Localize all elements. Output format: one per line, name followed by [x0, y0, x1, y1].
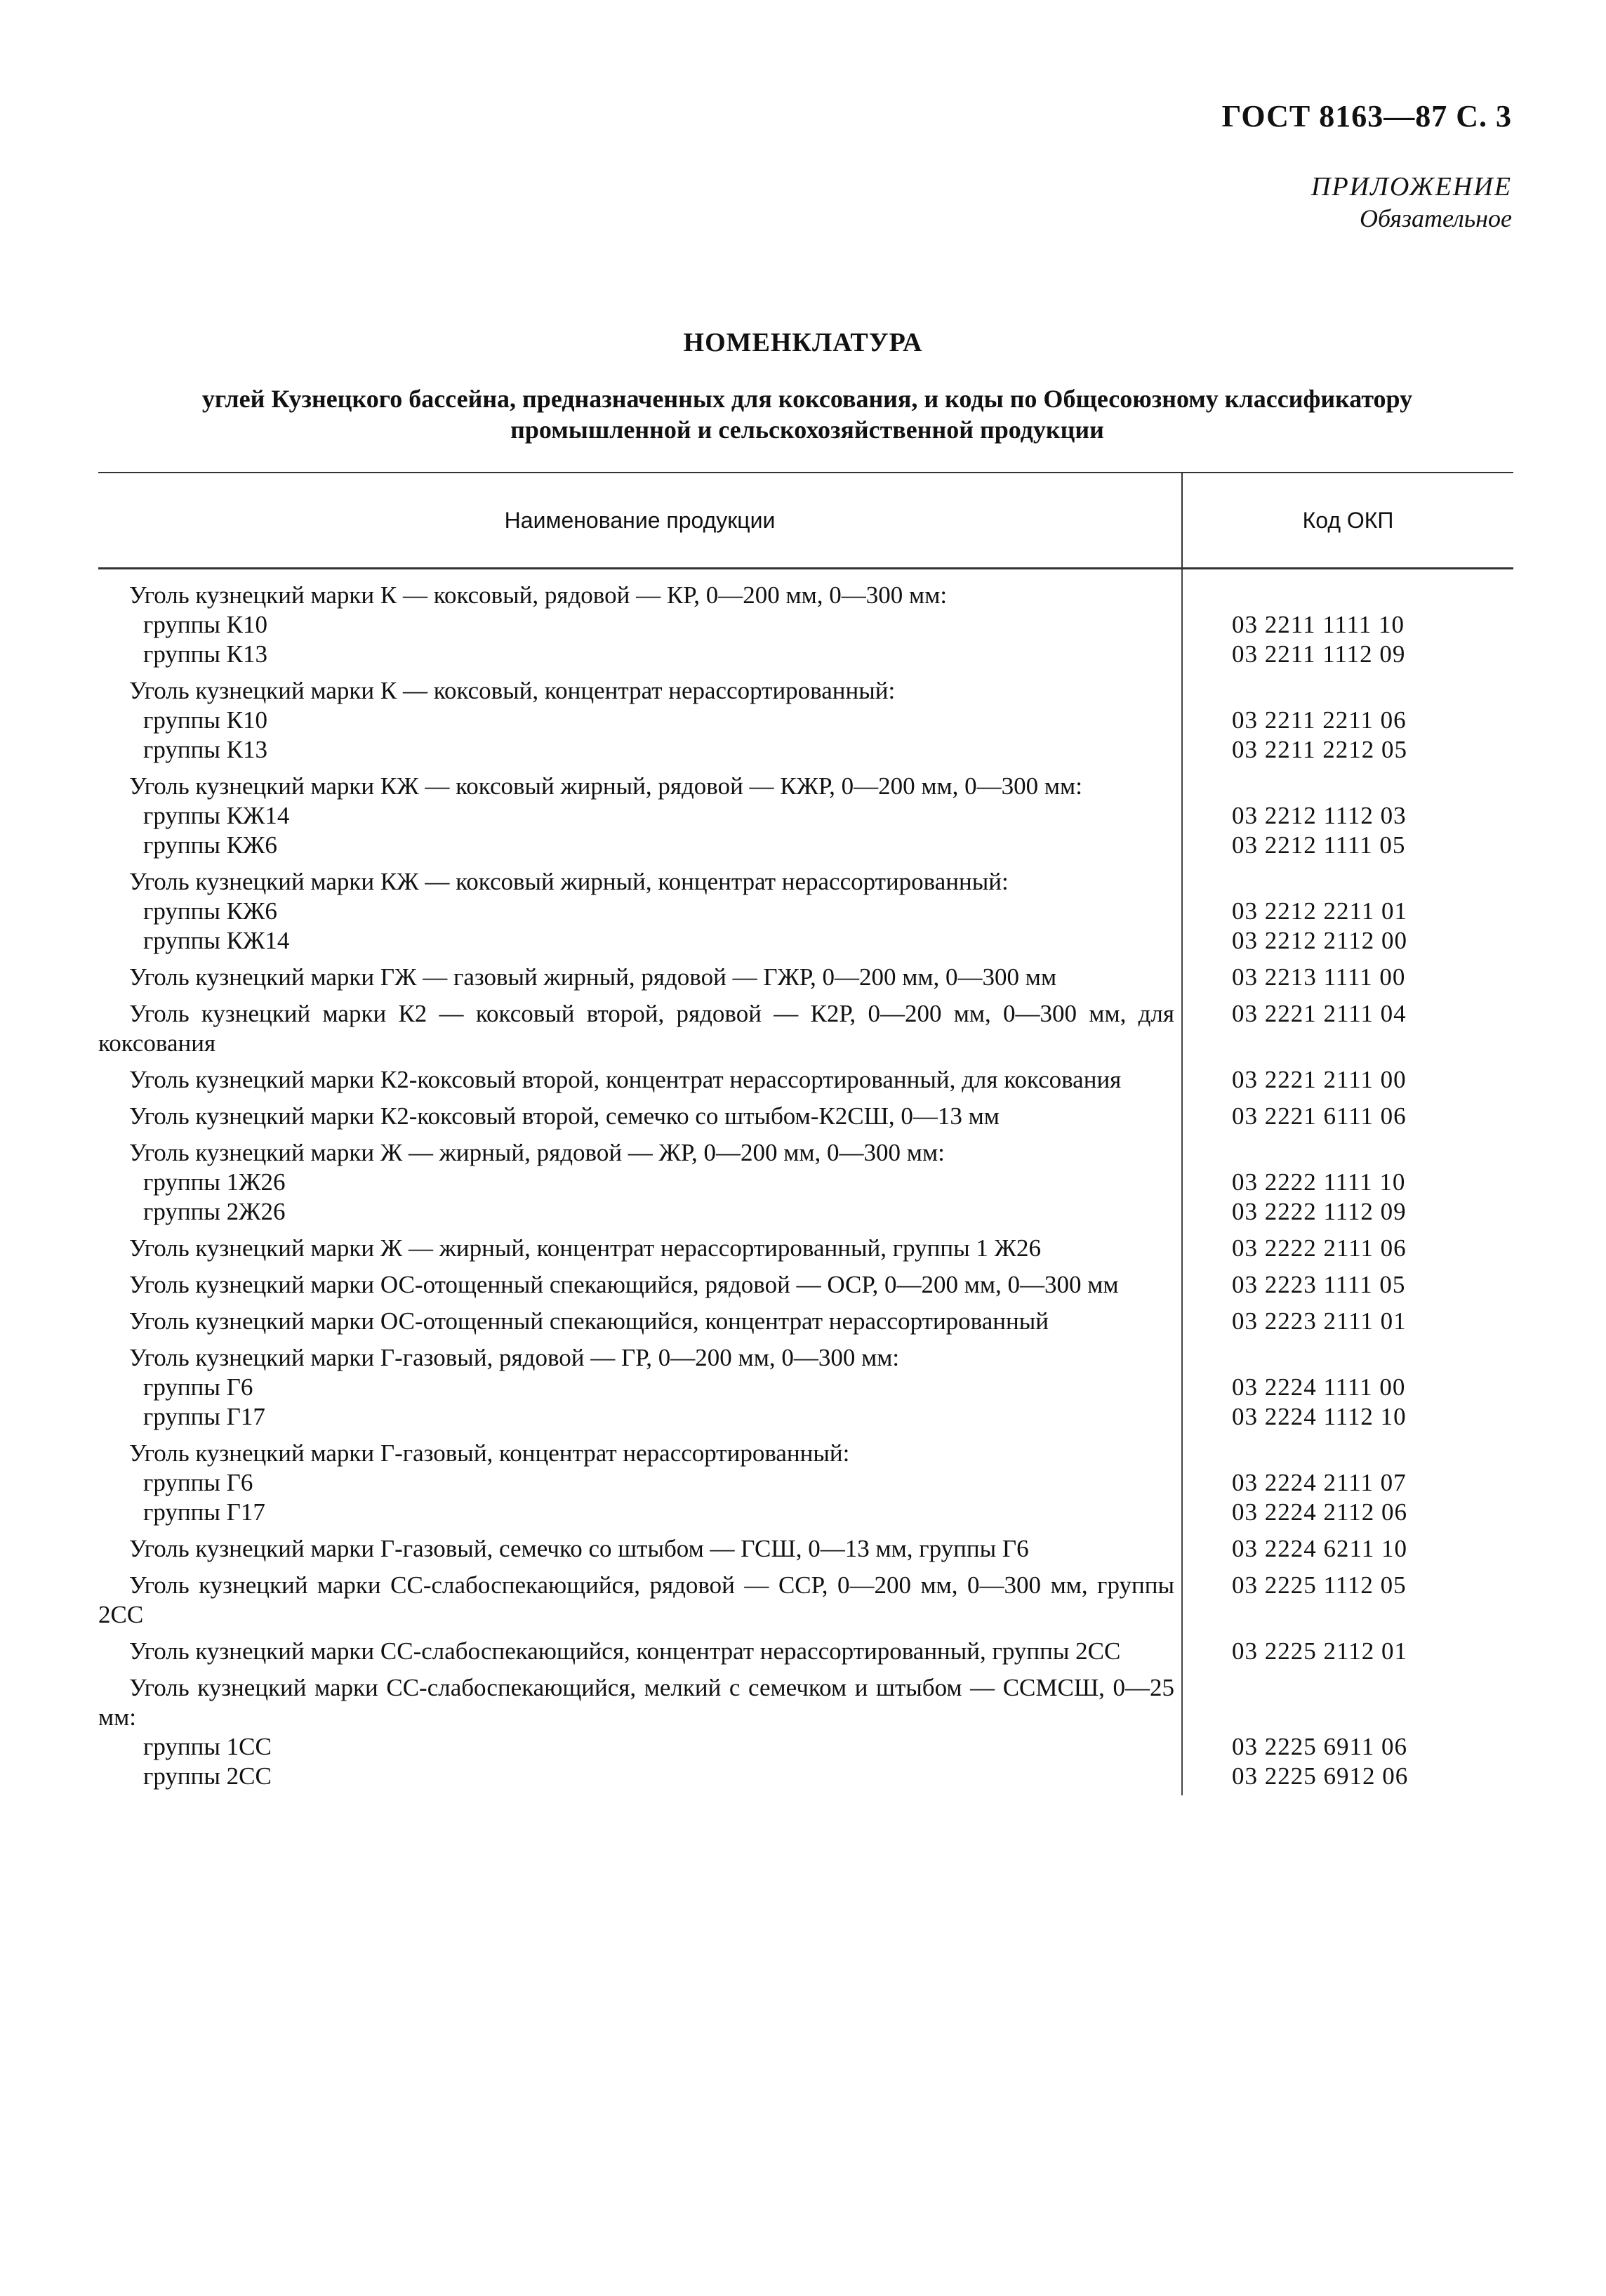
okp-code-cell — [1182, 1336, 1513, 1373]
page-header: ГОСТ 8163—87 С. 3 — [1221, 99, 1512, 133]
table-row — [98, 1402, 1513, 1432]
table-row — [98, 1432, 1513, 1468]
okp-code-cell — [1182, 1131, 1513, 1168]
product-name-cell: Уголь кузнецкий марки СС-слабоспекающийся, концентрат нерассортированный, группы 2СС — [98, 1630, 1182, 1666]
table-row — [98, 860, 1513, 897]
table-row — [98, 1336, 1513, 1373]
product-name-cell: Уголь кузнецкий марки К — коксовый, концентрат нерассортированный: — [98, 669, 1182, 706]
table-row — [98, 1227, 1513, 1263]
group-name-cell: группы КЖ6 — [98, 831, 1182, 860]
okp-code-cell — [1182, 1432, 1513, 1468]
okp-code-cell: 03 2211 1112 09 — [1232, 640, 1406, 668]
table-row — [98, 801, 1513, 831]
okp-code-cell: 03 2225 6912 06 — [1232, 1762, 1409, 1790]
okp-code-cell: 03 2221 2111 00 — [1232, 1066, 1407, 1093]
table-bottom-spacer — [98, 1791, 1513, 1795]
table-row — [98, 735, 1513, 765]
product-name-cell: Уголь кузнецкий марки Г-газовый, рядовой — ГР, 0—200 мм, 0—300 мм: — [98, 1336, 1182, 1373]
table-header-row — [98, 473, 1513, 569]
table-row — [98, 1373, 1513, 1402]
okp-code-cell: 03 2211 1111 10 — [1232, 611, 1405, 638]
product-name-cell: Уголь кузнецкий марки ОС-отощенный спекающийся, концентрат нерассортированный — [98, 1300, 1182, 1336]
product-name-cell: Уголь кузнецкий марки К — коксовый, рядовой — КР, 0—200 мм, 0—300 мм: — [98, 569, 1182, 611]
document-title: НОМЕНКЛАТУРА — [683, 328, 923, 357]
group-name-cell: группы 1СС — [98, 1732, 1182, 1762]
okp-code-cell — [1182, 569, 1513, 611]
okp-code-cell: 03 2223 2111 01 — [1232, 1307, 1407, 1335]
table-row — [98, 1564, 1513, 1630]
okp-code-cell: 03 2212 1111 05 — [1232, 831, 1406, 859]
table-row — [98, 831, 1513, 860]
product-name-cell: Уголь кузнецкий марки КЖ — коксовый жирный, рядовой — КЖР, 0—200 мм, 0—300 мм: — [98, 765, 1182, 801]
table-row — [98, 897, 1513, 926]
product-name-cell: Уголь кузнецкий марки Г-газовый, семечко со штыбом — ГСШ, 0—13 мм, группы Г6 — [98, 1527, 1182, 1564]
group-name-cell: группы Г6 — [98, 1468, 1182, 1498]
table-row — [98, 569, 1513, 611]
okp-code-cell — [1182, 860, 1513, 897]
product-name-cell: Уголь кузнецкий марки К2-коксовый второй, концентрат нерассортированный, для коксования — [98, 1058, 1182, 1095]
product-name-cell: Уголь кузнецкий марки СС-слабоспекающийся, мелкий с семечком и штыбом — ССМСШ, 0—25 мм: — [98, 1666, 1182, 1732]
table-row — [98, 1197, 1513, 1227]
table-row — [98, 926, 1513, 956]
column-header-code: Код ОКП — [1182, 473, 1513, 569]
okp-code-cell: 03 2222 1111 10 — [1232, 1168, 1406, 1196]
okp-code-cell: 03 2224 2112 06 — [1232, 1498, 1407, 1526]
table-row — [98, 640, 1513, 669]
okp-code-cell: 03 2225 1112 05 — [1232, 1571, 1407, 1599]
table-row — [98, 1732, 1513, 1762]
okp-code-cell — [1182, 669, 1513, 706]
product-name-cell: Уголь кузнецкий марки К2 — коксовый второй, рядовой — К2Р, 0—200 мм, 0—300 мм, для коксования — [98, 992, 1182, 1058]
table-row — [98, 706, 1513, 735]
table-body — [98, 569, 1513, 1796]
table-row — [98, 1666, 1513, 1732]
appendix-label — [1311, 171, 1512, 233]
group-name-cell: группы 2Ж26 — [98, 1197, 1182, 1227]
table-row — [98, 610, 1513, 640]
table-row — [98, 956, 1513, 992]
group-name-cell: группы 1Ж26 — [98, 1168, 1182, 1197]
group-name-cell: группы КЖ14 — [98, 801, 1182, 831]
okp-code-cell: 03 2212 2211 01 — [1232, 897, 1407, 925]
group-name-cell: группы КЖ14 — [98, 926, 1182, 956]
group-name-cell: группы Г17 — [98, 1498, 1182, 1527]
product-name-cell: Уголь кузнецкий марки СС-слабоспекающийся, рядовой — ССР, 0—200 мм, 0—300 мм, группы 2СС — [98, 1564, 1182, 1630]
okp-code-cell: 03 2224 6211 10 — [1232, 1535, 1407, 1562]
okp-code-cell: 03 2224 2111 07 — [1232, 1469, 1407, 1496]
table-row — [98, 1498, 1513, 1527]
table-row — [98, 1527, 1513, 1564]
group-name-cell: группы КЖ6 — [98, 897, 1182, 926]
appendix-subtitle: Обязательное — [1360, 204, 1512, 232]
table-row — [98, 1468, 1513, 1498]
product-name-cell: Уголь кузнецкий марки КЖ — коксовый жирный, концентрат нерассортированный: — [98, 860, 1182, 897]
product-name-cell: Уголь кузнецкий марки К2-коксовый второй, семечко со штыбом-К2СШ, 0—13 мм — [98, 1095, 1182, 1131]
product-name-cell: Уголь кузнецкий марки Ж — жирный, рядовой — ЖР, 0—200 мм, 0—300 мм: — [98, 1131, 1182, 1168]
appendix-title: ПРИЛОЖЕНИЕ — [1311, 172, 1512, 202]
okp-code-cell: 03 2223 1111 05 — [1232, 1271, 1406, 1298]
okp-code-cell: 03 2224 1111 00 — [1232, 1373, 1406, 1401]
group-name-cell: группы К10 — [98, 610, 1182, 640]
table-row — [98, 1131, 1513, 1168]
table-row — [98, 1263, 1513, 1300]
okp-code-cell: 03 2224 1112 10 — [1232, 1403, 1407, 1430]
group-name-cell: группы 2СС — [98, 1762, 1182, 1791]
okp-code-cell: 03 2225 6911 06 — [1232, 1733, 1407, 1760]
document-subtitle: углей Кузнецкого бассейна, предназначенных для коксования, и коды по Общесоюзному классификатору промышленной и сельскохозяйственной продукции — [201, 385, 1413, 444]
group-name-cell: группы К10 — [98, 706, 1182, 735]
table-row — [98, 1168, 1513, 1197]
product-name-cell: Уголь кузнецкий марки ОС-отощенный спекающийся, рядовой — ОСР, 0—200 мм, 0—300 мм — [98, 1263, 1182, 1300]
okp-code-cell: 03 2211 2211 06 — [1232, 706, 1407, 734]
okp-code-cell: 03 2213 1111 00 — [1232, 963, 1406, 991]
table-row — [98, 1762, 1513, 1791]
group-name-cell: группы Г6 — [98, 1373, 1182, 1402]
okp-code-cell: 03 2222 2111 06 — [1232, 1234, 1407, 1262]
group-name-cell: группы Г17 — [98, 1402, 1182, 1432]
okp-code-cell: 03 2212 1112 03 — [1232, 802, 1407, 829]
table-row — [98, 1300, 1513, 1336]
okp-code-cell: 03 2222 1112 09 — [1232, 1198, 1407, 1225]
table-row — [98, 1630, 1513, 1666]
table-row — [98, 1095, 1513, 1131]
okp-code-cell: 03 2225 2112 01 — [1232, 1637, 1407, 1665]
okp-code-cell — [1182, 765, 1513, 801]
okp-code-cell: 03 2211 2212 05 — [1232, 736, 1407, 763]
column-header-name: Наименование продукции — [98, 473, 1182, 569]
product-name-cell: Уголь кузнецкий марки ГЖ — газовый жирный, рядовой — ГЖР, 0—200 мм, 0—300 мм — [98, 956, 1182, 992]
okp-code-cell: 03 2221 6111 06 — [1232, 1102, 1407, 1130]
okp-code-cell: 03 2221 2111 04 — [1232, 1000, 1407, 1027]
nomenclature-table — [98, 472, 1513, 1795]
group-name-cell: группы К13 — [98, 640, 1182, 669]
product-name-cell: Уголь кузнецкий марки Ж — жирный, концентрат нерассортированный, группы 1 Ж26 — [98, 1227, 1182, 1263]
table-row — [98, 765, 1513, 801]
table-row — [98, 992, 1513, 1058]
okp-code-cell — [1182, 1666, 1513, 1732]
product-name-cell: Уголь кузнецкий марки Г-газовый, концентрат нерассортированный: — [98, 1432, 1182, 1468]
okp-code-cell: 03 2212 2112 00 — [1232, 927, 1407, 954]
group-name-cell: группы К13 — [98, 735, 1182, 765]
table-row — [98, 669, 1513, 706]
table-row — [98, 1058, 1513, 1095]
